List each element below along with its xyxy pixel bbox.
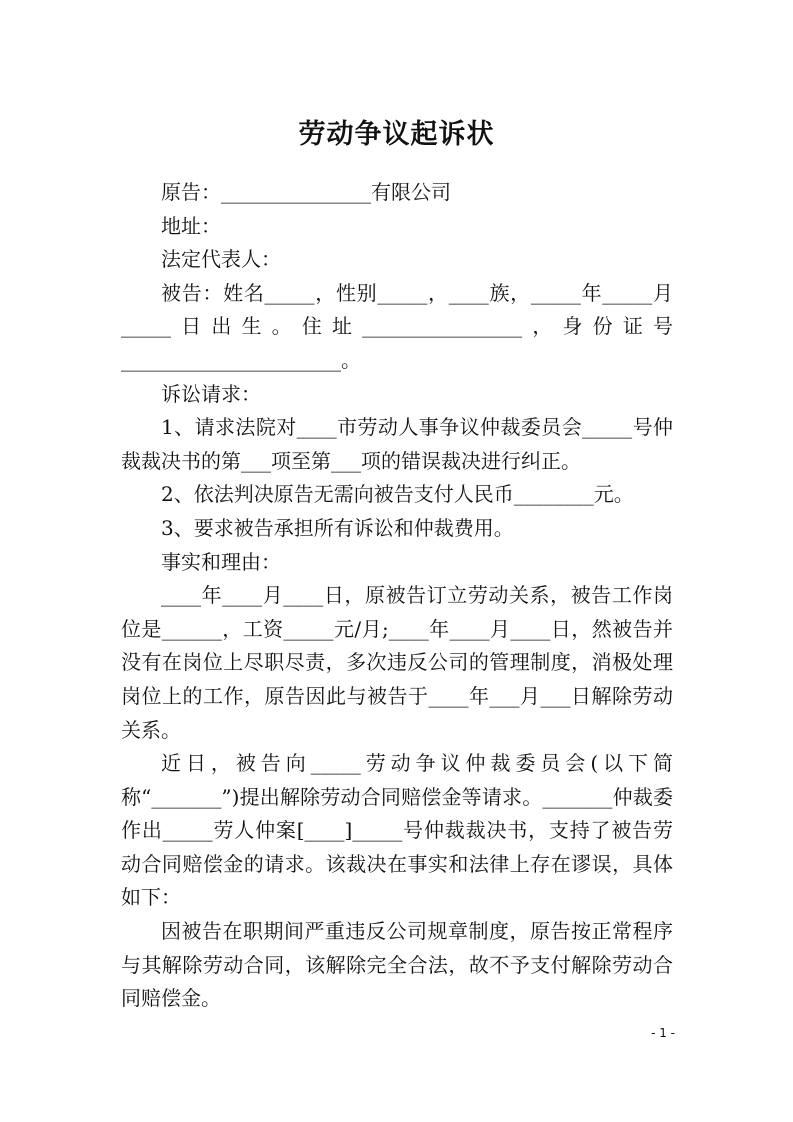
claim-3: 3、要求被告承担所有诉讼和仲裁费用。: [161, 515, 514, 540]
claim-1: 1、请求法院对____市劳动人事争议仲裁委员会_____号仲裁裁决书的第___项至第___项的错误裁决进行纠正。: [121, 415, 673, 473]
claim-2: 2、依法判决原告无需向被告支付人民币________元。: [161, 482, 634, 507]
address-line: 地址：: [161, 213, 221, 238]
arbitration-paragraph: 近日，被告向_____劳动争议仲裁委员会(以下简称“_______”)提出解除劳动合同赔偿金等请求。_______仲裁委作出_____劳人仲案[____]_____号仲裁裁决书，支持了被告劳动合同赔偿金的请求。该裁决在事实和法律上存在谬误，具体如下：: [121, 751, 673, 910]
defendant-paragraph: 被告：姓名_____，性别_____，____族，_____年_____月_____日出生。住址________________，身份证号______________________。: [121, 280, 673, 372]
document-title: 劳动争议起诉状: [298, 119, 495, 150]
document-body: [121, 176, 673, 1016]
reason-paragraph: 因被告在职期间严重违反公司规章制度，原告按正常程序与其解除劳动合同，该解除完全合法，故不予支付解除劳动合同赔偿金。: [121, 919, 673, 1011]
facts-heading: 事实和理由：: [161, 549, 281, 574]
facts-paragraph: ____年____月____日，原被告订立劳动关系，被告工作岗位是______，工资_____元/月;____年____月____日，然被告并没有在岗位上尽职尽责，多次违反公司的管理制度，消极处理岗位上的工作，原告因此与被告于____年___月___日解除劳动关系。: [121, 583, 673, 742]
page-number: - 1 -: [651, 1026, 675, 1040]
legal-representative-line: 法定代表人：: [161, 247, 281, 272]
claims-heading: 诉讼请求：: [161, 381, 261, 406]
plaintiff-line: 原告：_______________有限公司: [161, 180, 451, 204]
